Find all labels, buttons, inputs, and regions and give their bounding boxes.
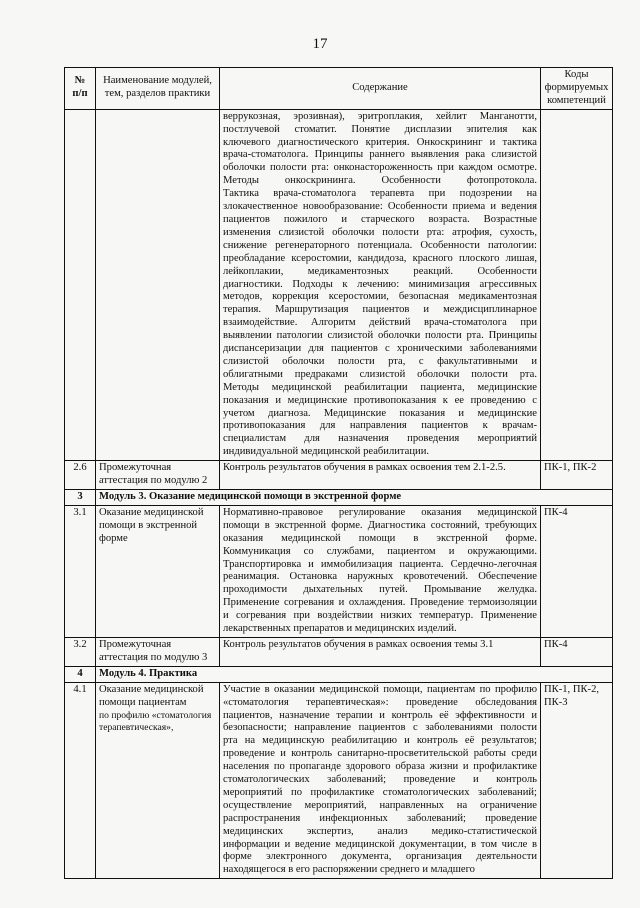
content-line: оказания медицинской помощи в экстренной форме.	[223, 532, 537, 544]
header-name: Наименование модулей, тем, разделов практики	[96, 68, 220, 110]
table-header-row	[65, 68, 613, 110]
content-line: распространения инфекционных заболеваний; проведение	[223, 812, 537, 824]
content-line: находящегося в его распоряжении среднего и младшего	[223, 864, 475, 876]
content-line: «стоматология терапевтическая»: проведение обследования	[223, 696, 537, 708]
content-line: учетом диагноза. Медицинские показания и медицинские	[223, 407, 537, 419]
content-line: медицинских экспертиз, анализ медико-статистической	[223, 825, 537, 837]
curriculum-table	[64, 67, 613, 879]
row-codes: ПК-1, ПК-2, ПК-3	[541, 682, 613, 879]
content-line: Тактика врача-стоматолога терапевта при подозрении на	[223, 188, 537, 200]
row-number: 4.1	[65, 682, 96, 879]
module-title: Модуль 4. Практика	[96, 666, 613, 682]
header-content: Содержание	[220, 68, 541, 110]
row-number: 2.6	[65, 461, 96, 490]
header-number: № п/п	[65, 68, 96, 110]
table-row-continued	[65, 109, 613, 460]
content-line: взаимодействие. Алгоритм действий врача-стоматолога при	[223, 317, 537, 329]
content-line: злокачественное новообразование: Особенности приема и ведения	[223, 201, 537, 213]
content-line: изменения слизистой оболочки полости рта: атрофия, сухость,	[223, 226, 537, 238]
row-content: Контроль результатов обучения в рамках освоения темы 3.1	[220, 637, 541, 666]
content-line: веррукозная, эрозивная), эритроплакия, хейлит Манганотти,	[223, 110, 537, 122]
module-number: 3	[65, 490, 96, 506]
content-line: Нормативно-правовое регулирование оказания медицинской	[223, 506, 537, 518]
content-line: проведение и контроль санитарно-просветительской работы среди	[223, 748, 537, 760]
content-line: индивидуальной медицинской реабилитации.	[223, 446, 430, 458]
content-line: показания и медицинские противопоказания к ее проведению с	[223, 394, 537, 406]
module-number: 4	[65, 666, 96, 682]
content-line: диспансеризации для пациентов с хроническими заболеваниями	[223, 343, 537, 355]
content-line: противопоказания для направления пациентов к врачам-	[223, 420, 537, 432]
row-content	[220, 682, 541, 879]
module-3-row	[65, 490, 613, 506]
row-number: 3.1	[65, 505, 96, 637]
row-name-profile: по профилю «стоматология терапевтическая»,	[99, 709, 212, 733]
content-line: помощи в экстренной форме. Диагностика состояний, требующих	[223, 519, 537, 531]
content-line: Применение согревания и охлаждения. Проведение термоизоляции	[223, 597, 537, 609]
content-line: лекарственных препаратов и медицинских изделий.	[223, 623, 457, 635]
continued-content	[220, 109, 541, 460]
content-line: снижение регенераторного потенциала. Особенности патологии:	[223, 239, 537, 251]
content-line: населения по пропаганде здорового образа жизни и профилактике	[223, 761, 537, 773]
page-number: 17	[312, 36, 328, 52]
row-number: 3.2	[65, 637, 96, 666]
header-codes: Коды формируемых компетенций	[541, 68, 613, 110]
content-line: Коммуникация со службами, пациентом и окружающими.	[223, 545, 537, 557]
content-line: рта на медицинскую реабилитацию и контроль её результатов;	[223, 735, 537, 747]
content-line: диагностики. Подходы к лечению: минимизация агрессивных	[223, 278, 537, 290]
table-row-3-2	[65, 637, 613, 666]
row-name	[96, 682, 220, 879]
row-name-main: Оказание медицинской помощи пациентам	[99, 683, 204, 708]
row-codes: ПК-4	[541, 637, 613, 666]
content-line: облигатными предраками слизистой оболочки полости рта.	[223, 368, 537, 380]
module-title: Модуль 3. Оказание медицинской помощи в экстренной форме	[96, 490, 613, 506]
content-line: проходимости дыхательных путей. Промывание желудка.	[223, 584, 537, 596]
row-codes: ПК-4	[541, 505, 613, 637]
content-line: информации и ведение медицинской документации, в том числе в	[223, 838, 537, 850]
content-line: мероприятий по профилактике стоматологических заболеваний;	[223, 786, 537, 798]
content-line: Участие в оказании медицинской помощи, пациентам по профилю	[223, 683, 537, 695]
table-row-3-1	[65, 505, 613, 637]
row-codes: ПК-1, ПК-2	[541, 461, 613, 490]
content-line: безопасности; направление пациентов с заболеваниями полости	[223, 722, 537, 734]
content-line: преобладание ксеростомии, кандидоза, красного плоского лишая,	[223, 252, 537, 264]
row-name: Промежуточная аттестация по модулю 3	[96, 637, 220, 666]
table-row-2-6	[65, 461, 613, 490]
content-line: врача-стоматолога. Принципы раннего выявления рака слизистой	[223, 149, 537, 161]
content-line: выявлении патологии слизистой оболочки полости рта. Принципы	[223, 330, 537, 342]
content-line: реанимация. Остановка наружных кровотечений. Обеспечение	[223, 571, 537, 583]
row-content	[220, 505, 541, 637]
content-line: стоматологических заболеваний; проведение и контроль	[223, 774, 537, 786]
content-line: ключевого диагностического критерия. Онкоскрининг и тактика	[223, 136, 537, 148]
content-line: лейкоплакии, медикаментозных реакций. Особенности	[223, 265, 537, 277]
content-line: пациентов, назначение терапии и контроль её эффективности и	[223, 709, 537, 721]
content-line: методов, коррекция ксеростомии, безопасная медикаментозная	[223, 291, 537, 303]
content-line: Транспортировка и иммобилизация пациента. Сердечно-легочная	[223, 558, 537, 570]
row-name: Промежуточная аттестация по модулю 2	[96, 461, 220, 490]
row-name: Оказание медицинской помощи в экстренной форме	[96, 505, 220, 637]
content-line: постлучевой стоматит. Понятие дисплазии эпителия как	[223, 123, 537, 135]
row-content: Контроль результатов обучения в рамках освоения тем 2.1-2.5.	[220, 461, 541, 490]
table-row-4-1	[65, 682, 613, 879]
content-line: осуществление мероприятий, направленных на ограничение	[223, 799, 537, 811]
module-4-row	[65, 666, 613, 682]
content-line: форме электронного документа, организация деятельности	[223, 851, 537, 863]
content-line: терапия. Маршрутизация пациентов и междисциплинарное	[223, 304, 537, 316]
content-line: пациентов пожилого и старческого возраста. Возрастные	[223, 213, 537, 225]
content-line: Методы онкоскрининга. Особенности фотопротокола.	[223, 175, 537, 187]
content-line: оболочки полости рта: онконастороженность при каждом осмотре.	[223, 162, 537, 174]
content-line: специалистам для назначения проведения мероприятий	[223, 433, 537, 445]
content-line: слизистой оболочки полости рта, с факультативными и	[223, 355, 537, 367]
content-line: Методы медицинской реабилитации пациента, медицинские	[223, 381, 537, 393]
content-line: и согревания при воздействии низких температур. Применение	[223, 610, 537, 622]
